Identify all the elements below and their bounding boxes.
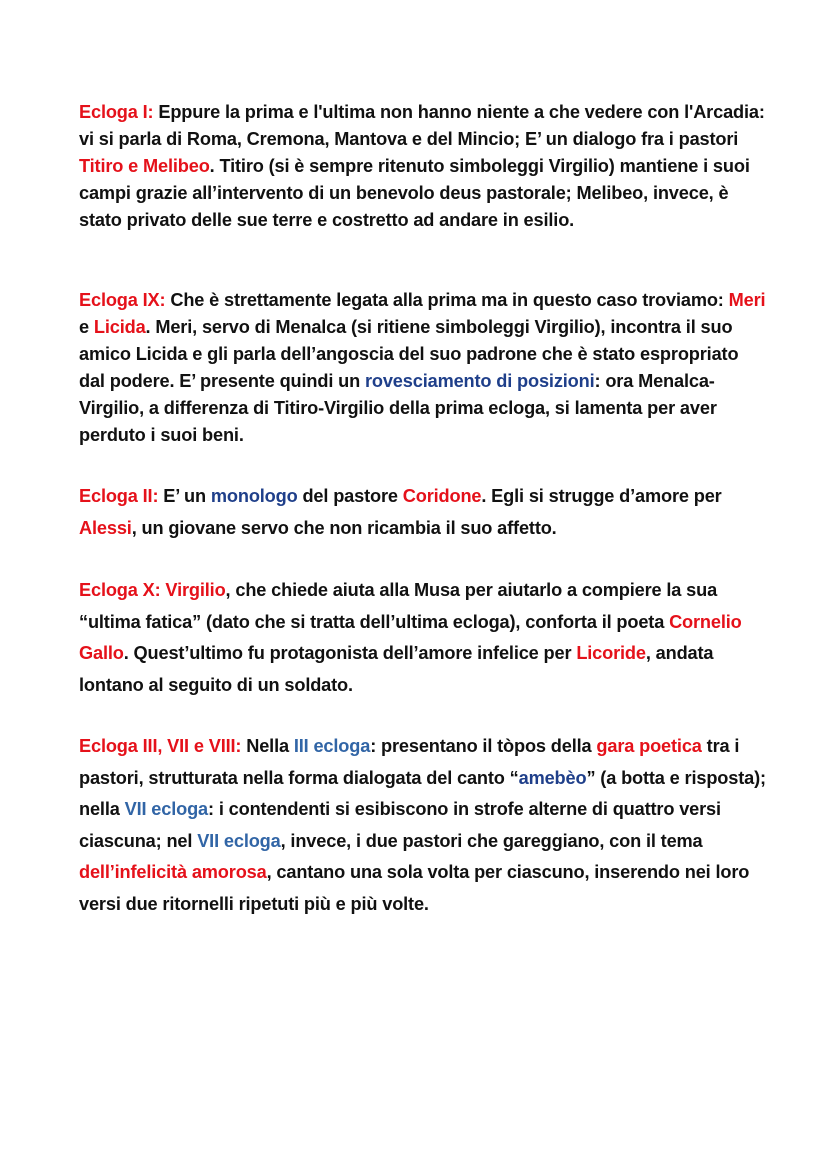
paragraph-ecloga-9 xyxy=(79,287,769,449)
highlight-names: Titiro e Melibeo xyxy=(79,156,210,176)
text-run: Eppure la prima e l'ultima non hanno niente a che vedere con l'Arcadia: vi si parla di Roma, Cremona, Mantova e del Mincio; E’ un dialogo fra i pastori xyxy=(79,102,765,149)
text-run: : i contendenti si esibiscono in strofe alterne di quattro versi ciascuna; nel xyxy=(79,799,721,851)
text-run: e xyxy=(79,317,94,337)
highlight-concept: rovesciamento di posizioni xyxy=(364,371,595,391)
text-run: : presentano il tòpos della xyxy=(370,736,597,756)
text-run: . Meri, servo di Menalca (si ritiene simboleggi Virgilio), incontra il suo amico Licida e gli parla dell’angoscia del suo padrone che è stato espropriato dal podere. E’ presente quindi un xyxy=(79,317,739,391)
text-run: , invece, i due pastori che gareggiano, con il tema xyxy=(280,830,703,851)
paragraph-ecloga-10 xyxy=(79,575,769,701)
text-run: , cantano una sola volta per ciascuno, inserendo nei loro versi due ritornelli ripetuti più e più volte. xyxy=(79,862,750,914)
text-run: . Egli si strugge d’amore per xyxy=(481,486,722,506)
highlight-name: Alessi xyxy=(79,517,132,538)
paragraph-ecloga-1 xyxy=(79,99,769,234)
highlight-ecloga-ref: III ecloga xyxy=(293,736,371,756)
highlight-name: Meri xyxy=(728,290,766,310)
ecloga-10-heading: Ecloga X: Virgilio xyxy=(79,580,226,600)
highlight-concept: amebèo xyxy=(518,767,587,788)
ecloga-2-heading: Ecloga II: xyxy=(79,486,159,506)
paragraph-ecloga-2 xyxy=(79,481,769,544)
text-run: . Titiro (si è sempre ritenuto simboleggi Virgilio) mantiene i suoi campi grazie all’intervento di un benevolo deus pastorale; Melibeo, invece, è stato privato delle sue terre e costretto ad andare in esilio. xyxy=(79,156,750,230)
text-run: ” (a botta e risposta); nella xyxy=(79,767,766,819)
text-run: del pastore xyxy=(297,486,403,506)
text-run: tra i pastori, strutturata nella forma dialogata del canto “ xyxy=(79,736,740,788)
highlight-concept: dell’infelicità amorosa xyxy=(79,862,267,882)
highlight-ecloga-ref: VII ecloga xyxy=(197,830,281,851)
text-run: , che chiede aiuta alla Musa per aiutarlo a compiere la sua “ultima fatica” (dato che si tratta dell’ultima ecloga), conforta il poeta xyxy=(79,580,718,632)
highlight-concept: monologo xyxy=(210,486,298,506)
text-run: , un giovane servo che non ricambia il suo affetto. xyxy=(131,517,557,538)
highlight-name: Cornelio Gallo xyxy=(79,611,742,663)
highlight-ecloga-ref: VII ecloga xyxy=(124,799,209,819)
highlight-name: Coridone xyxy=(402,486,482,506)
ecloga-9-heading: Ecloga IX: xyxy=(79,290,166,310)
highlight-name: Licida xyxy=(93,317,146,337)
text-run: : ora Menalca-Virgilio, a differenza di Titiro-Virgilio della prima ecloga, si lamenta per aver perduto i suoi beni. xyxy=(79,371,717,445)
paragraph-ecloga-3-7-8 xyxy=(79,731,769,920)
text-run: . Quest’ultimo fu protagonista dell’amore infelice per xyxy=(123,643,577,663)
highlight-concept: gara poetica xyxy=(596,736,702,756)
ecloga-1-heading: Ecloga I: xyxy=(79,102,154,122)
ecloga-3-7-8-heading: Ecloga III, VII e VIII: xyxy=(79,736,242,756)
text-run: Nella xyxy=(241,736,294,756)
text-run: Che è strettamente legata alla prima ma in questo caso troviamo: xyxy=(165,290,729,310)
text-run: , andata lontano al seguito di un soldato. xyxy=(79,643,714,695)
highlight-name: Licoride xyxy=(576,643,646,663)
text-run: E’ un xyxy=(158,486,211,506)
